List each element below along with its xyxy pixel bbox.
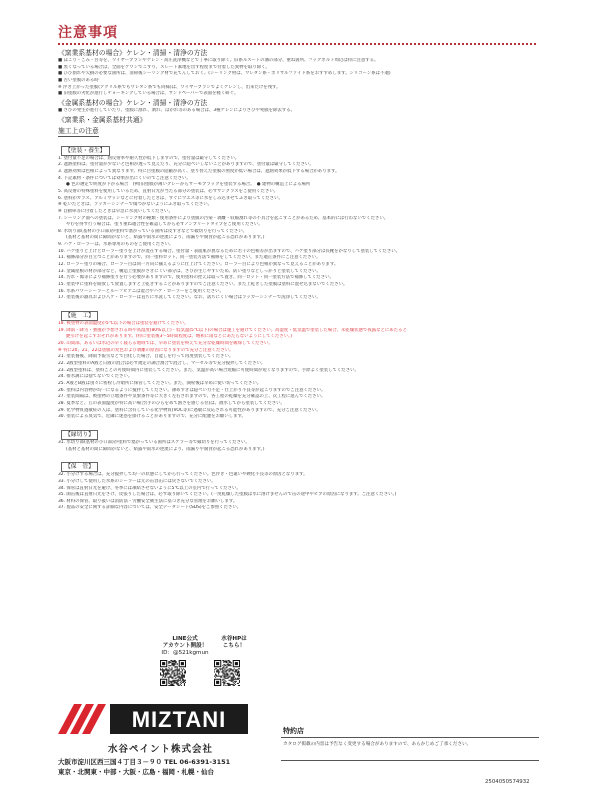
note-line: 34. 保管は直射日光を避け、冬季には凍結させないように5℃以上の室内で行ってください。 <box>58 485 241 491</box>
branch-list: 東京・北関東・中部・大阪・広島・福岡・札幌・仙台 <box>58 768 214 776</box>
note-line: 28. 夏季など、丘の表面温度が特に高い場合(手のひらをめて熱さを感じる位)は、散水してから塗装してください。 <box>58 400 285 406</box>
note-line: 30. 塗装による臭気で、近隣に迷惑を掛けることがありますので、充分に配慮をお願いします。 <box>58 414 246 420</box>
note-line: やむを得ず行う場合は、塗り重ね適合性を確認してから必ずノンブリードタイプをご使用ください。 <box>66 222 263 228</box>
note-line: 18. 被塗物の表面温度が5℃以下の場合は塗装を避けてください。 <box>58 321 189 327</box>
line-id: ID：@521kgmun <box>161 650 209 656</box>
hp-qr-code-icon[interactable] <box>214 660 240 686</box>
hp-qr-label: 水谷HPは こちら！ <box>221 636 247 649</box>
note-line: 2. 遮熱塗料は、塗付量が少ないと色相が透って見えたり、充分に隠ぺいしないことがありますので、塗付量は厳守してください。 <box>58 162 314 168</box>
note-line: 22. 2液型塗料のA液と日液の混合は必ず規定の調合割合で混合し、マーゼル等で充分撹拌してください。 <box>58 360 266 366</box>
note-line: 7. シーリング面への塗装は、シーリング材の種類・使用条件により塗膜の汚染・剥離・収縮割れ等の不具合を起こすことがあるため、基本的には行わないでください。 <box>58 215 389 221</box>
note-line: 37. 製品の安全に関する詳細な内容については、安全データシート(SDS)をご参照ください。 <box>58 505 242 511</box>
section-heading-row <box>58 99 538 108</box>
subsection-row <box>58 137 538 156</box>
subsection-label: 【塗装・養生】 <box>61 146 110 156</box>
note-line: ■ ひび割れや欠損の必要な箇所は、清掃後シーリング材で充てんしておく。(シーリング材は、ウレタン系・ポリサルファイド系をおすすめします。シリコーン系は不適) <box>58 71 391 77</box>
note-line: 32. 小分けする場合は、充分撹拌して均一の状態にしてから行ってください。色浮き・色違いや硬化不良等の原因となります。 <box>58 472 308 478</box>
note-line: 19. 降雨・降雪・強風が予想される時や高湿度(80%以上)・低気温(5℃以下)の場合は施工を避けてください。高湿度・低気温で塗装した場合、未乾燥状態で夜露などにあたると <box>58 327 407 333</box>
line-qr-block[interactable] <box>160 636 210 690</box>
note-line: 10. ハケ塗りと上げとローラー塗りを上げが混在する場合、塗付量・表面肌が異なるために若干の色相差が出ますので、ハケ塗り部分は長靴をかなりして塗装してください。 <box>58 248 400 254</box>
subsection-row <box>58 302 538 321</box>
line-qr-code-icon[interactable] <box>160 660 186 686</box>
product-code: 2504050574932 <box>485 779 530 785</box>
note-line: ※ 自動車等に付着したときは早急に水洗いしてください。 <box>58 208 173 214</box>
line-qr-label: LINE公式 アカウント開設！ <box>162 636 208 649</box>
note-line: ■ ほこり・ごみ・吾等を、ワイヤーブラシやケレン・高圧洗浄機などで丁寧に取り除く。旧系ルスートの溝の部分、重ね箇所、フックボルト周辺は特に注意する。 <box>58 58 379 63</box>
note-line: 14. 汚れ・傷等により補修塗りを行う必要がありますので、使用塗料の控えは取って置き、同一ロット・同一塗装方法で補修してください。 <box>58 275 334 281</box>
note-line: ※ 特に20、21、22は塗膜の変色および剥離の原因になりますので充分ご注意ください。 <box>58 347 234 353</box>
note-line: 8. 水切り部(基材の小口部)が塗料で塞がっている箇所は皮すきなどで破切りを行ってください。 <box>58 228 248 234</box>
logo-text: MIZTANI <box>131 707 227 732</box>
note-line: 33. 小分けして使用した水系のシーラーは元の缶容缶には戻さないでください。 <box>58 478 216 484</box>
note-line: 17. 塗装後の器具および八ケ・ローラーは直ちに水洗してください。なお、落ちにくい場合はラッカーシンナーで洗浄してください。 <box>58 295 321 301</box>
section-heading: 施工上の注意 <box>58 126 99 135</box>
note-line: 4. 下記素材・条件については効果が出にくいのでご注意ください。 <box>58 175 191 181</box>
notes-content <box>58 48 538 512</box>
note-line: 艶引けを起こすおそれがあります。(特に塗装後3～5時間程度は、飽和に雨などにあたらないようにしてください。) <box>66 334 292 340</box>
miztani-logo <box>58 700 248 736</box>
title-divider <box>58 43 536 45</box>
note-line: ■ 古い塗膜のある時 <box>58 77 99 83</box>
note-line: ■ 黒くなっている場合は、全面をケワシでこすり、スレート素地を出す程度まで付着した異物を取り除く。 <box>58 64 270 70</box>
note-line: 21. 塗装養後、降雨予報雪などで白化した場合、自能しを行って再度塗装してください。 <box>58 354 234 360</box>
note-line: 16. 水系バワーシーラーとルーフビアニは混合やハケ・ローラーをご使用ください。 <box>58 288 224 294</box>
note-line: ※ 浮き上がった塗膜(アクリル系でもウレタン系でも同様)は、ワイヤーブラシでよくケレンし、出来だけを残す。 <box>58 84 281 90</box>
section-heading-row <box>58 49 538 58</box>
note-line: 26. 塗料は内容物が均一になるように撹拌してください。薄めすぎは隠ぺい力不足・仕上がり不良等が起こりますのでご注意ください。 <box>58 387 326 393</box>
note-line: 27. 塗装間隔は、被塗物の立地条件や気象条件等に大きく左右されますので、各工程の乾燥を充分確認の上、次工程に進んでください。 <box>58 394 326 400</box>
company-name: 水谷ペイント株式会社 <box>108 744 214 755</box>
note-line: 15. 塗装中に塗料を開放して放置しますと上乾きすることがありますのでご注意ください。また上乾きした塗膜は塗料に混ぜ込まないでください。 <box>58 282 348 288</box>
section-heading: 《窯業系・金属系基材共通》 <box>58 115 147 124</box>
page-title: 注意事項 <box>58 25 118 41</box>
subsection-label: 【保 管】 <box>61 462 98 472</box>
catalog-note: カタログ掲載の内容は予告なく変更する場合がありますので、あらかじめご了承ください。 <box>283 742 472 747</box>
note-line: 29. 化学物質過敏症の人は、塗料に含有している化学物質(VOC等)に過敏に反応される可能性がありますので、充分ご注意ください。 <box>58 407 321 413</box>
subsection-row <box>58 453 538 472</box>
subsection-row <box>58 421 538 440</box>
note-line: 23. 2液型塗料は、塗料ごとの可使時間内に塗装してください。また、気温が高い場合短縮に可使時間が短くなりますので、手際よく塗装してください。 <box>58 367 359 373</box>
note-line: 25. A液とB液は別々に密栓し冷暗所に保管してください。また、開栓後は早めに使い切ってください。 <box>58 380 262 386</box>
note-line: 1. 塗付量不足の場合は、熱反射率や耐久性が低下しますので、塗付量は厳守してください。 <box>58 155 240 161</box>
note-line: 24. 排水溝には捨てないでください。 <box>58 374 133 380</box>
note-line: ■ さびの発生が進行していたり、塗膜に割れ、剥れ、はがれ等のある場合は、3種ケレンによりさびや死膜を除去する。 <box>58 107 295 113</box>
special-dealer-title: 特約店 <box>283 727 304 735</box>
note-line: 20. 山間部、あるいは水辺の早く寝らる地域では、早めに塗装を終えて充分な乾燥時間を確保してください。 <box>58 341 273 346</box>
note-line: 6. 塗料がガラス、アルミサッシなどに付着したときは、すぐにウエス等に水をしみ込ませてふき取ってください。 <box>58 195 283 201</box>
note-line: 9. ハケ・ローラーは、水系専用のものをご使用ください。 <box>58 242 174 248</box>
note-line: 11. 補修部分が目立つことがありますので、同一塗料ロット、同一塗装方法で補修をしてください。また適正条件にご注意ください。 <box>58 255 321 261</box>
note-line: ■ 旧塗膜の劣化が進行しチョーキングしている場合は、サンドペーパーで表面を軽く研ぐ。 <box>58 91 239 97</box>
section-heading-row <box>58 126 538 137</box>
note-line: 12. ローラー塗りの場合、ローラー目は同一方向に揃えるように仕上げてください。ローラー目により色相が異なって見えることがあります。 <box>58 262 339 268</box>
section-heading: 《窯業系基材の場合》ケレン・清掃・清浄の方法 <box>58 49 208 57</box>
company-address: 大阪市淀川区西三国４丁目３－９０ TEL 06-6391-3151 <box>58 758 231 766</box>
note-line: 5. 高反射の特殊塗料を使用しているため、直射日光が当たる部分の塗装は、必ずサングラスをご使用ください。 <box>58 188 279 194</box>
subsection-label: 【縁切り】 <box>61 430 98 440</box>
note-line: (基材と基材の間に隙間がないと、結露や雨水の逆流により、雨漏りや腐食が起こる恐れがあります。) <box>66 446 265 452</box>
note-line: 13. 金属屋根の材が部分など、構造上塗膜がさきにくい部分は、さびが生じやすいため、防い塗りなどしっかりと塗装してください。 <box>58 268 321 274</box>
section-heading-row <box>58 116 538 125</box>
note-line: 36. 材料の保管、取り扱いは消防法・労働安全衛生法に基づき充分な管理をお願いします。 <box>58 498 238 504</box>
note-line: 35. 開缶後は直射日光をさけ、皮張りした場合は、必ず取り除いてください。(一度乾燥した塗膜は水に溶けませんので缶の途中やビブの原因になります。ご注意ください。) <box>58 492 397 498</box>
note-line: 3. 遮熱効果は色相によって異なります。特に目塗膜の隠蔽が高く、塗り替えた塗膜の照度が低い場合は、遮熱効果が低下する場合があります。 <box>58 168 340 174</box>
hp-qr-block[interactable] <box>214 636 254 690</box>
note-line: 31. 水切り部(基材の小口部)が塗料で塞がっている箇所はスケラー等で縁切りを行ってください。 <box>58 439 250 445</box>
note-line: (基材と基材の間に隙間がないと、結露や雨水の逆流により、雨漏りや腐食が起こる恐れがあります。) <box>66 235 265 241</box>
note-line: ※ 乾いたときは、ラッカーシンナーで傷つかないようにふき取ってください。 <box>58 202 213 208</box>
section-heading: 《金属系基材の場合》ケレン・清掃・清浄の方法 <box>58 98 208 107</box>
subsection-label: 【施 工】 <box>61 311 98 321</box>
note-line: ● 色の選定で明度が下がる場合 (例)旧塗膜が薄いグレーからサーモブラックを塗装する場合。 ● 建物の構造上による場所 <box>66 182 311 188</box>
